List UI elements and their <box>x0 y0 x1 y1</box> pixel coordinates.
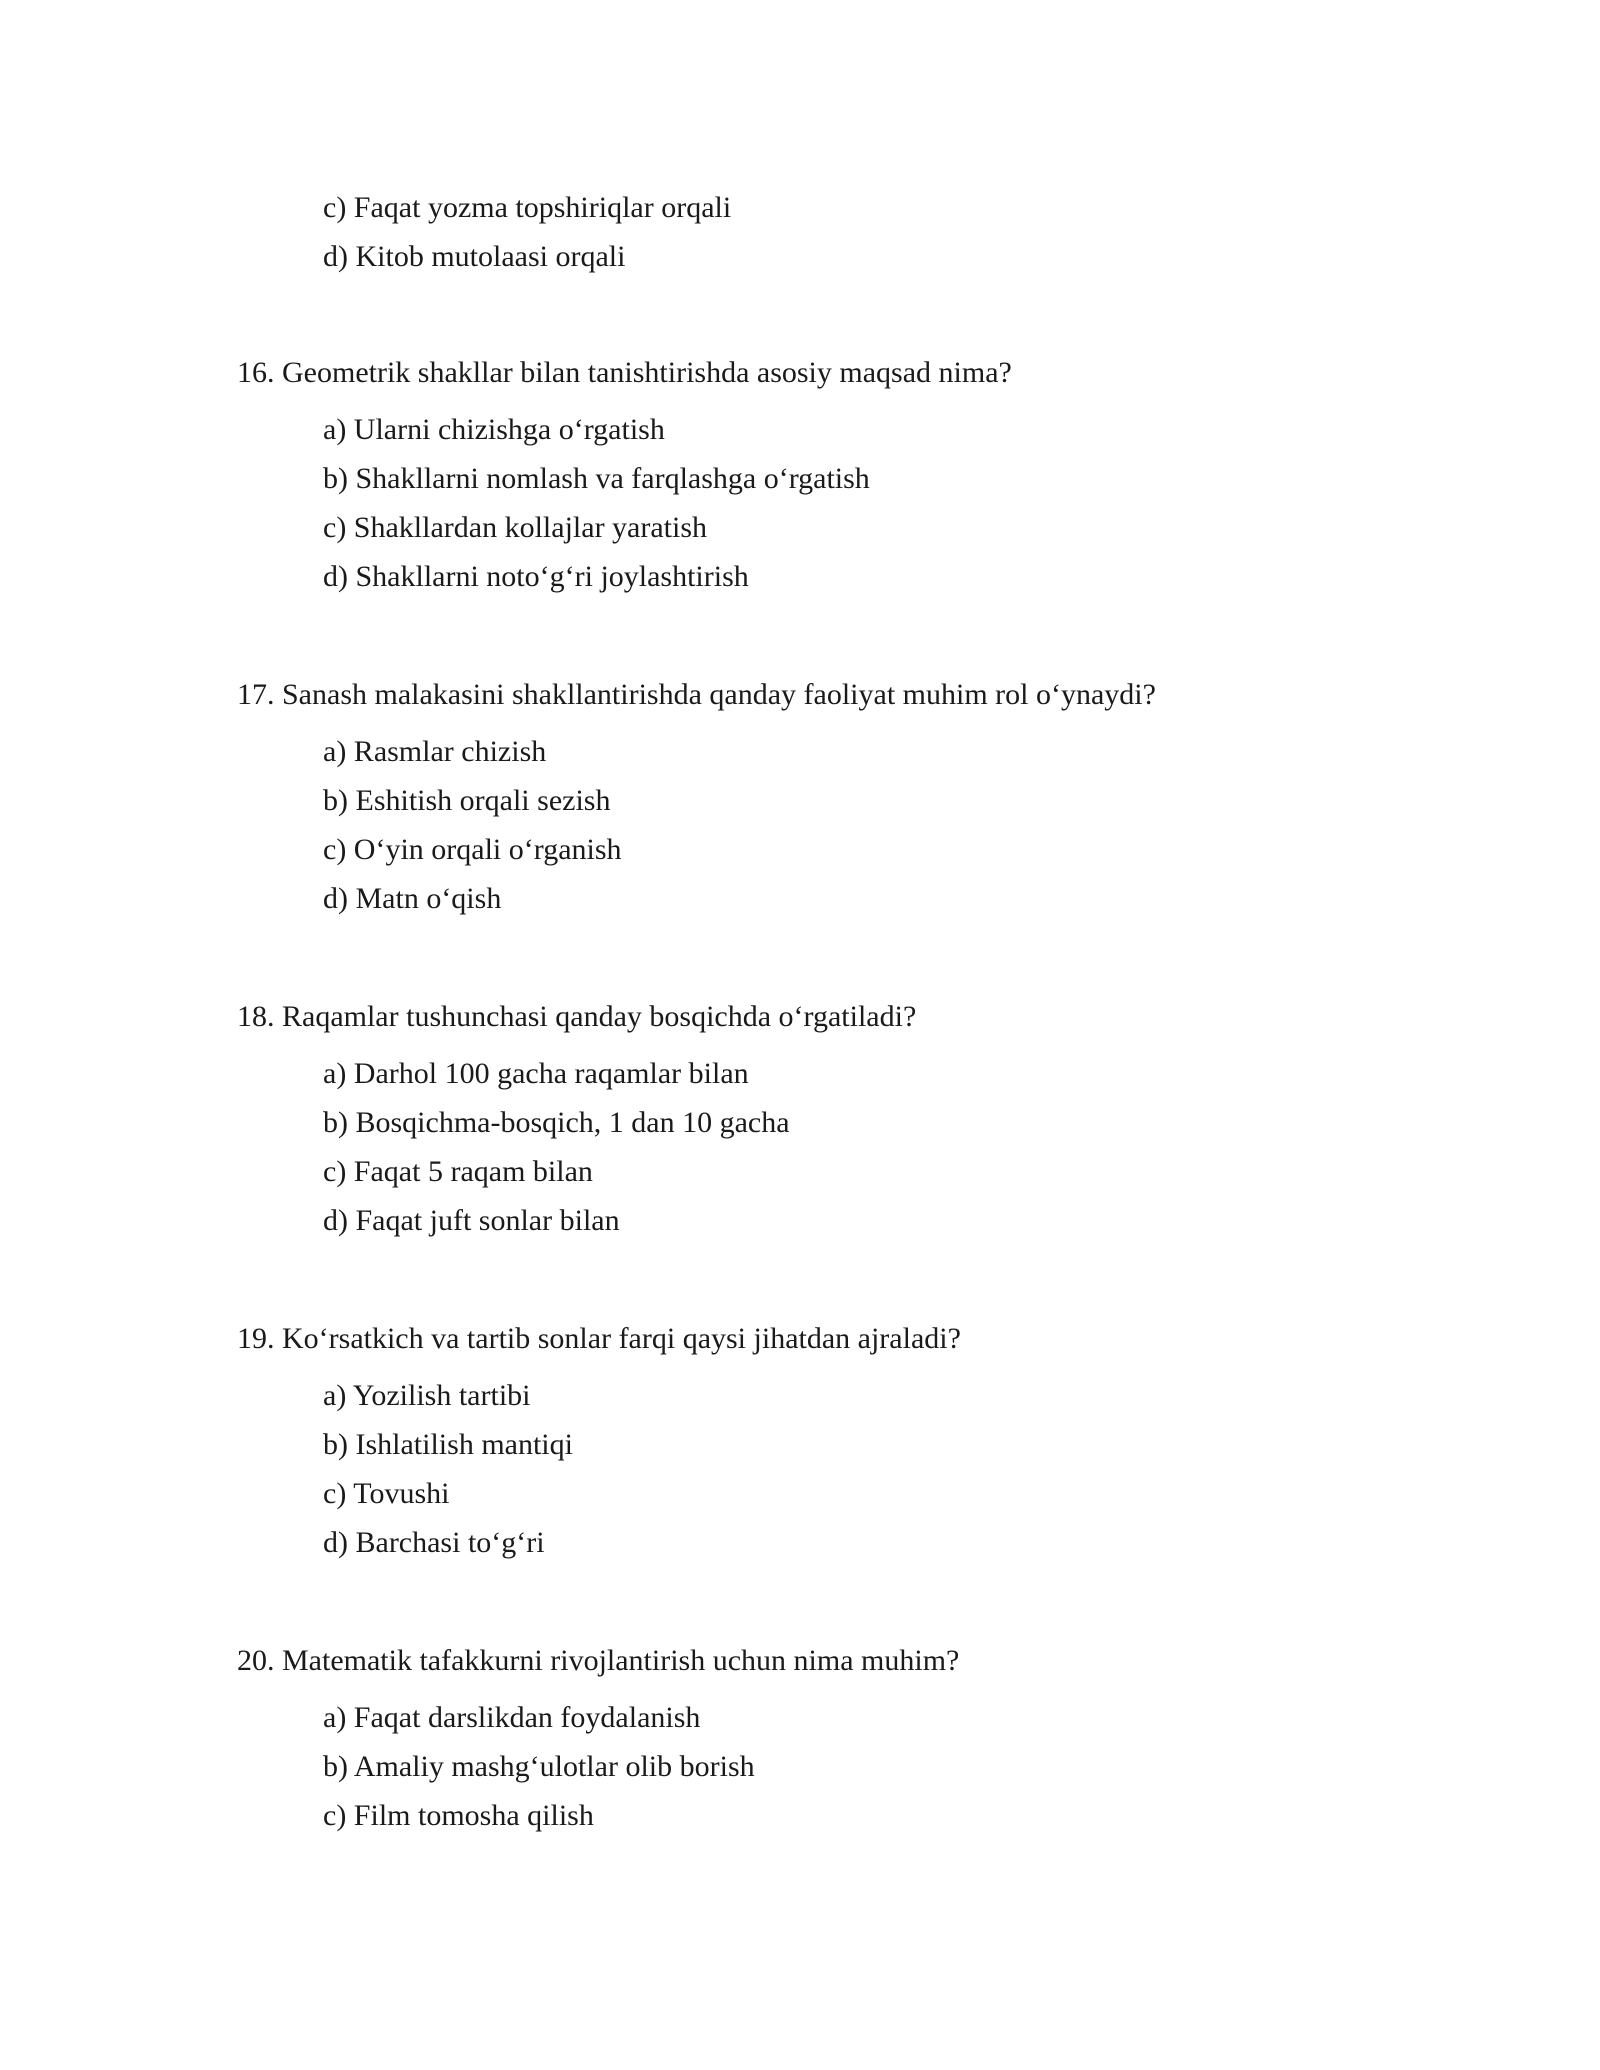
carryover-options <box>323 186 731 284</box>
option-d: d) Faqat juft sonlar bilan <box>323 1204 620 1237</box>
option-b: b) Bosqichma-bosqich, 1 dan 10 gacha <box>323 1106 790 1139</box>
question-text: 20. Matematik tafakkurni rivojlantirish uchun nima muhim? <box>237 1644 960 1677</box>
option-a: a) Yozilish tartibi <box>323 1379 531 1412</box>
options-list <box>323 1374 961 1570</box>
option-a: a) Ularni chizishga o‘rgatish <box>323 413 665 446</box>
options-list <box>323 1696 959 1843</box>
option-d: d) Kitob mutolaasi orqali <box>323 240 626 273</box>
option-a: a) Faqat darslikdan foydalanish <box>323 1701 701 1734</box>
option-b: b) Ishlatilish mantiqi <box>323 1428 573 1461</box>
question-text: 19. Ko‘rsatkich va tartib sonlar farqi qaysi jihatdan ajraladi? <box>237 1322 961 1355</box>
option-d: d) Matn o‘qish <box>323 882 502 915</box>
options-list <box>323 1052 916 1248</box>
option-b: b) Shakllarni nomlash va farqlashga o‘rgatish <box>323 462 870 495</box>
question-text: 17. Sanash malakasini shakllantirishda qanday faoliyat muhim rol o‘ynaydi? <box>237 678 1156 711</box>
options-list <box>323 408 1012 604</box>
option-b: b) Eshitish orqali sezish <box>323 784 611 817</box>
question-16 <box>237 351 1012 604</box>
option-c: c) Faqat 5 raqam bilan <box>323 1155 593 1188</box>
question-text: 16. Geometrik shakllar bilan tanishtirishda asosiy maqsad nima? <box>237 356 1012 389</box>
option-d: d) Shakllarni noto‘g‘ri joylashtirish <box>323 560 749 593</box>
option-d: d) Barchasi to‘g‘ri <box>323 1526 545 1559</box>
option-c: c) O‘yin orqali o‘rganish <box>323 833 622 866</box>
question-17 <box>237 673 1156 926</box>
option-c: c) Shakllardan kollajlar yaratish <box>323 511 708 544</box>
option-a: a) Darhol 100 gacha raqamlar bilan <box>323 1057 749 1090</box>
question-text: 18. Raqamlar tushunchasi qanday bosqichda o‘rgatiladi? <box>237 1000 917 1033</box>
option-b: b) Amaliy mashg‘ulotlar olib borish <box>323 1750 755 1783</box>
option-c: c) Film tomosha qilish <box>323 1799 594 1832</box>
question-18 <box>237 995 916 1248</box>
question-20 <box>237 1639 959 1843</box>
option-a: a) Rasmlar chizish <box>323 735 547 768</box>
question-19 <box>237 1317 961 1570</box>
option-c: c) Faqat yozma topshiriqlar orqali <box>323 191 732 224</box>
options-list <box>323 730 1156 926</box>
option-c: c) Tovushi <box>323 1477 450 1510</box>
